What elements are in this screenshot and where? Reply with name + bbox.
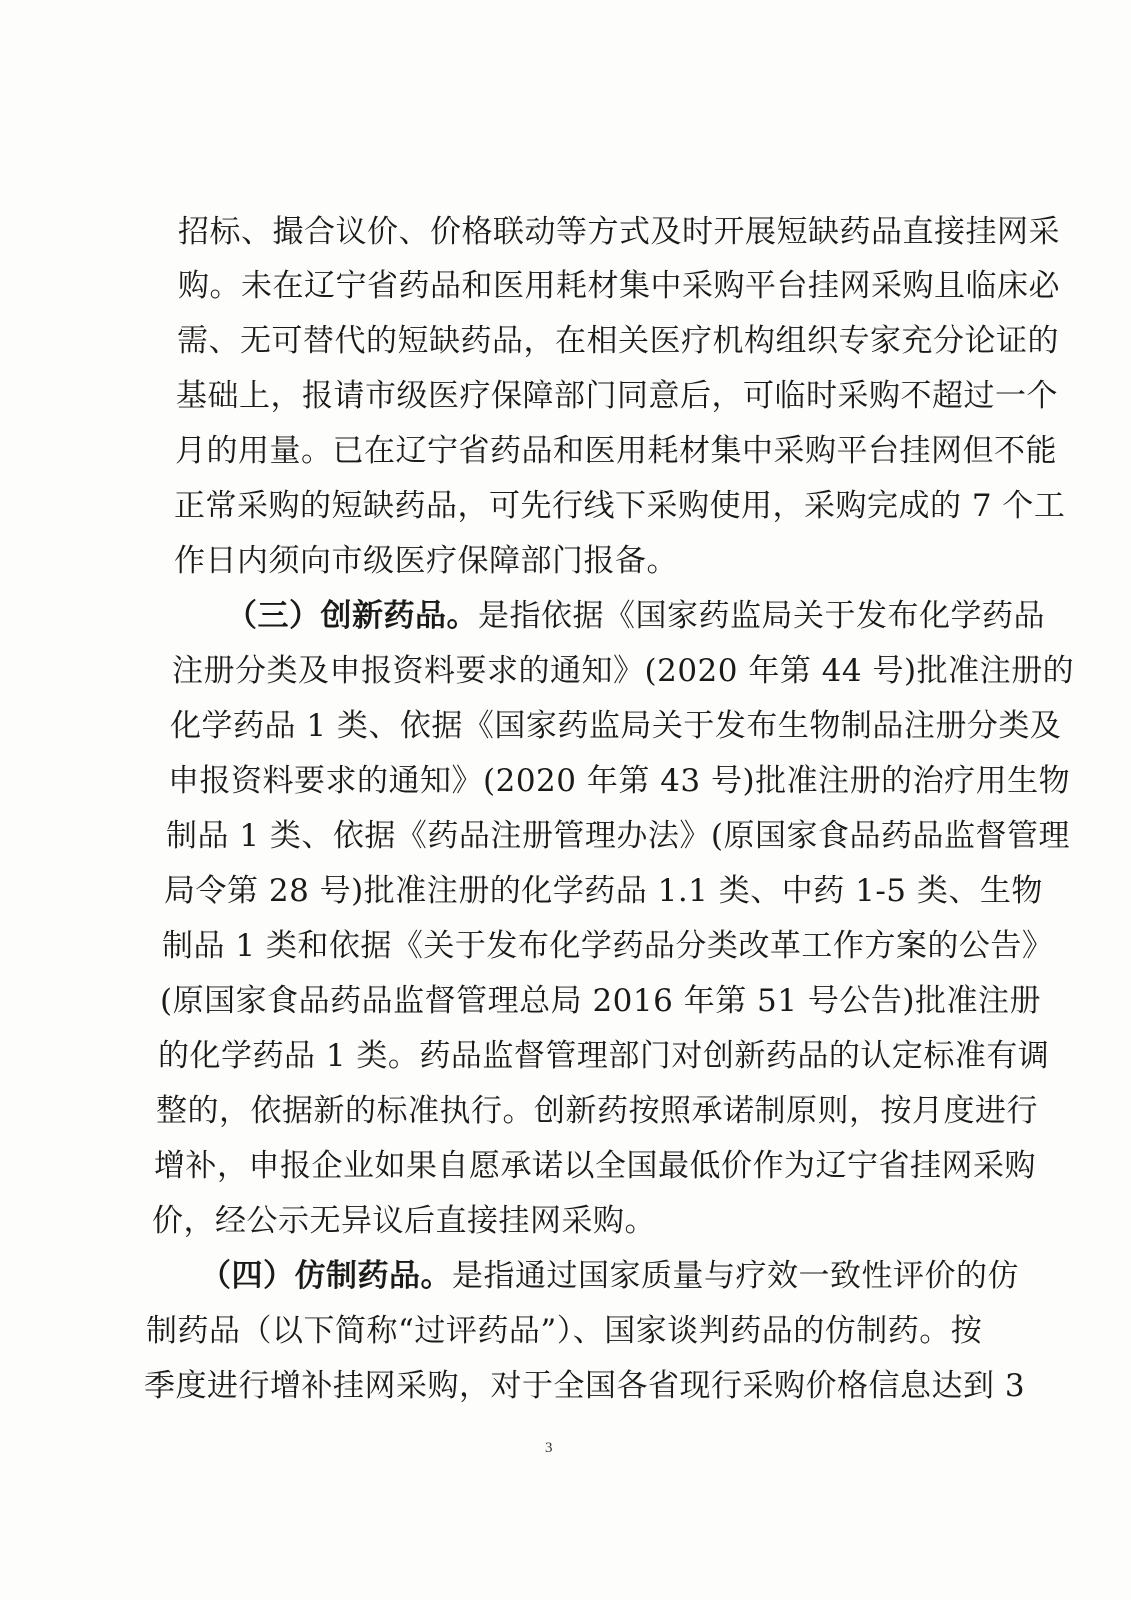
paragraph-line: 申报资料要求的通知》(2020 年第 43 号)批准注册的治疗用生物 [168,763,1071,799]
paragraph-line: 增补，申报企业如果自愿承诺以全国最低价作为辽宁省挂网采购 [154,1148,1036,1184]
paragraph-line: 局令第 28 号)批准注册的化学药品 1.1 类、中药 1-5 类、生物 [164,873,1043,909]
paragraph-line: 注册分类及申报资料要求的通知》(2020 年第 44 号)批准注册的 [172,653,1075,689]
paragraph-line: 化学药品 1 类、依据《国家药监局关于发布生物制品注册分类及 [170,708,1062,744]
page-number: 3 [545,1440,553,1456]
paragraph-line: 制药品（以下简称“过评药品”）、国家谈判药品的仿制药。按 [146,1313,983,1349]
paragraph-line: 制品 1 类、依据《药品注册管理办法》(原国家食品药品监督管理 [166,818,1071,854]
paragraph-line: 的化学药品 1 类。药品监督管理部门对创新药品的认定标准有调 [158,1038,1050,1074]
paragraph-line: 购。未在辽宁省药品和医用耗材集中采购平台挂网采购且临床必 [178,268,1060,304]
section-three-heading: （三）创新药品。 [226,598,478,634]
paragraph-line: 制品 1 类和依据《关于发布化学药品分类改革工作方案的公告》 [162,928,1054,964]
section-four-first-line [200,1256,1019,1296]
paragraph-line: 需、无可替代的短缺药品，在相关医疗机构组织专家充分论证的 [177,323,1059,359]
paragraph-line: 季度进行增补挂网采购，对于全国各省现行采购价格信息达到 3 [144,1368,1026,1404]
section-four-text: 是指通过国家质量与疗效一致性评价的仿 [452,1258,1019,1294]
section-four-heading: （四）仿制药品。 [200,1258,452,1294]
paragraph-line: 正常采购的短缺药品，可先行线下采购使用，采购完成的 7 个工 [174,488,1066,524]
paragraph-line: 招标、撮合议价、价格联动等方式及时开展短缺药品直接挂网采 [178,214,1060,250]
paragraph-line: (原国家食品药品监督管理总局 2016 年第 51 号公告)批准注册 [160,983,1041,1019]
section-three-text: 是指依据《国家药监局关于发布化学药品 [478,598,1045,634]
paragraph-line: 价，经公示无异议后直接挂网采购。 [152,1203,656,1239]
paragraph-line: 基础上，报请市级医疗保障部门同意后，可临时采购不超过一个 [176,378,1058,414]
paragraph-line: 月的用量。已在辽宁省药品和医用耗材集中采购平台挂网但不能 [175,433,1057,469]
section-three-first-line [226,596,1045,636]
paragraph-line: 整的，依据新的标准执行。创新药按照承诺制原则，按月度进行 [156,1093,1038,1129]
paragraph-line: 作日内须向市级医疗保障部门报备。 [174,543,678,579]
